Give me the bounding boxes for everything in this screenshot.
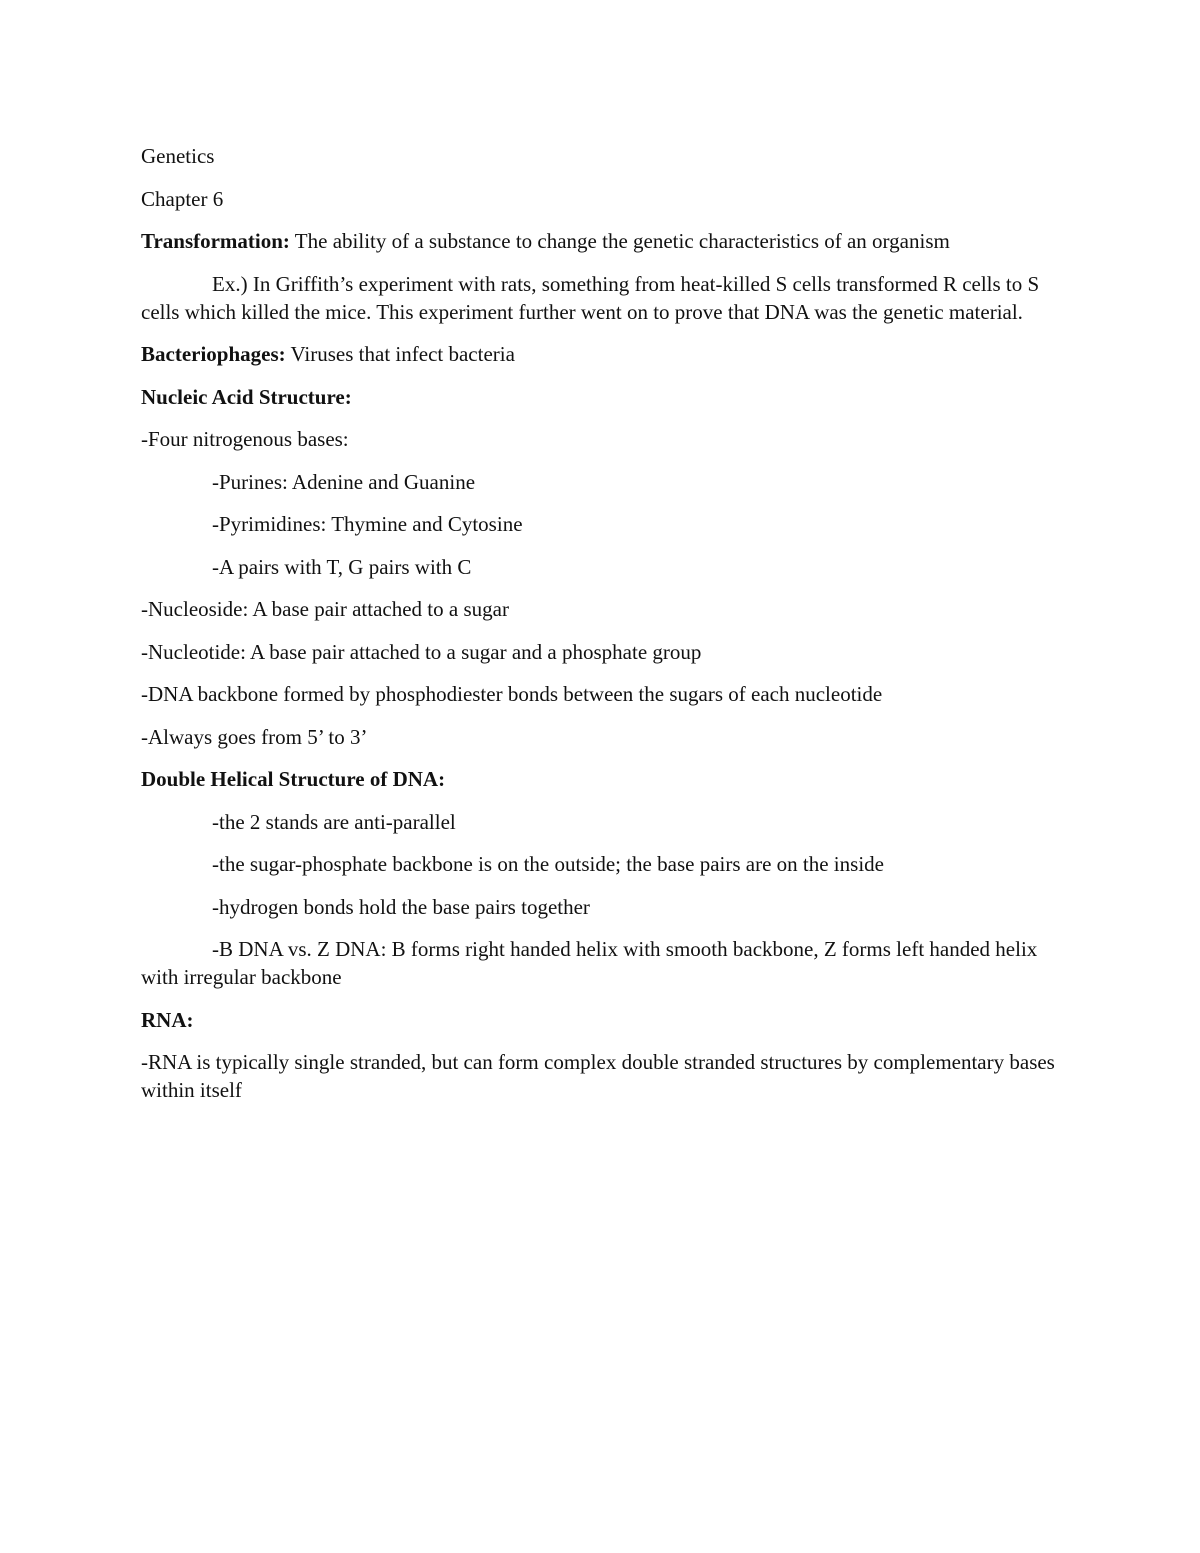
transformation-example: Ex.) In Griffith’s experiment with rats, something from heat-killed S cells transformed R cells to S cells which killed the mice. This experiment further went on to prove that DNA was the genetic material. xyxy=(141,271,1040,324)
backbone-item: -DNA backbone formed by phosphodiester bonds between the sugars of each nucleotide xyxy=(141,682,883,706)
bacteriophages-term: Bacteriophages: xyxy=(141,342,286,366)
transformation-term: Transformation: xyxy=(141,229,290,253)
document-body xyxy=(141,142,1071,1119)
b-vs-z-item: -B DNA vs. Z DNA: B forms right handed helix with smooth backbone, Z forms left handed helix with irregular backbone xyxy=(141,937,1038,989)
hydrogen-bonds-item: -hydrogen bonds hold the base pairs together xyxy=(212,894,590,919)
nucleotide-item: -Nucleotide: A base pair attached to a sugar and a phosphate group xyxy=(141,639,702,664)
chapter-label: Chapter 6 xyxy=(141,186,224,211)
pyrimidines-item: -Pyrimidines: Thymine and Cytosine xyxy=(212,512,523,536)
backbone-outside-item: -the sugar-phosphate backbone is on the outside; the base pairs are on the inside xyxy=(212,852,884,876)
pairing-item: -A pairs with T, G pairs with C xyxy=(212,554,472,579)
nucleic-acid-heading: Nucleic Acid Structure: xyxy=(141,384,352,409)
double-helix-heading: Double Helical Structure of DNA: xyxy=(141,767,446,791)
purines-item: -Purines: Adenine and Guanine xyxy=(212,469,476,494)
direction-item: -Always goes from 5’ to 3’ xyxy=(141,724,368,749)
rna-heading: RNA: xyxy=(141,1007,194,1032)
bases-intro: -Four nitrogenous bases: xyxy=(141,427,349,451)
antiparallel-item: -the 2 stands are anti-parallel xyxy=(212,809,456,834)
bacteriophages-definition xyxy=(141,340,1071,368)
nucleoside-item: -Nucleoside: A base pair attached to a sugar xyxy=(141,597,509,621)
bacteriophages-text: Viruses that infect bacteria xyxy=(285,342,515,366)
rna-description: -RNA is typically single stranded, but can form complex double stranded structures by complementary bases within itself xyxy=(141,1050,1055,1102)
transformation-definition xyxy=(141,227,1071,255)
transformation-text: The ability of a substance to change the genetic characteristics of an organism xyxy=(289,229,950,253)
document-title: Genetics xyxy=(141,144,215,168)
